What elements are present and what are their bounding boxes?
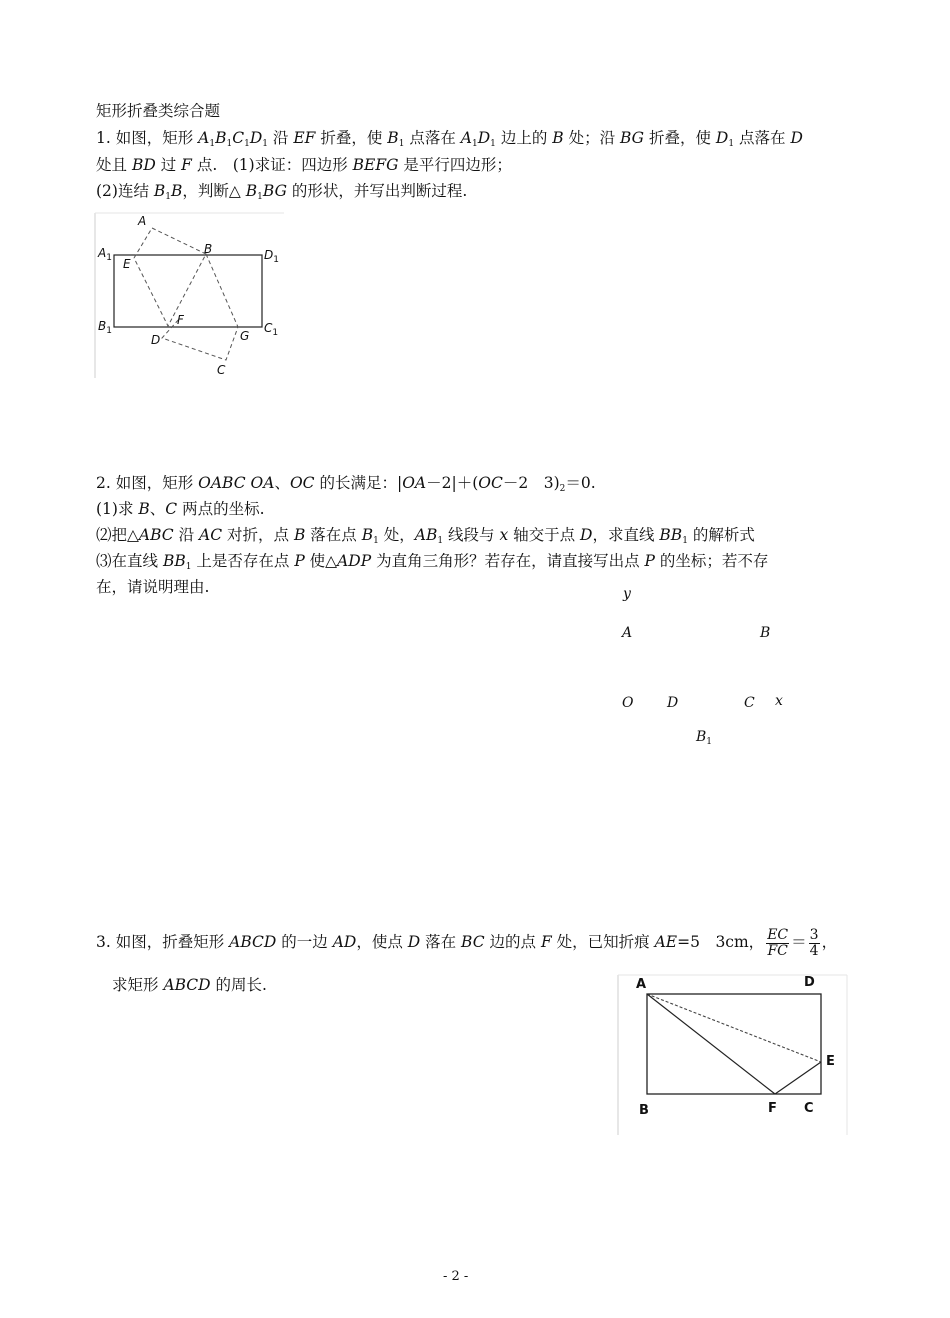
fig2-label-A: A xyxy=(622,625,633,641)
problem-2-line-4: ⑶在直线 $BB_1$ 上是否存在点 P 使△ADP 为直角三角形？若存在，请直接写出点 P 的坐标；若不存 xyxy=(96,552,769,572)
fraction-ec-fc: $\frac{EC}{FC}$ xyxy=(767,927,789,959)
label-B1: $B_1$ xyxy=(98,319,112,336)
figure-1 xyxy=(94,210,286,380)
label-C: C xyxy=(217,363,226,377)
section-title: 矩形折叠类综合题 xyxy=(96,102,221,120)
fig3-label-B: B xyxy=(639,1103,649,1118)
fig3-label-A: A xyxy=(636,977,647,992)
problem-3-line-2: 求矩形 ABCD 的周长. xyxy=(112,976,267,994)
fig3-label-D: D xyxy=(804,975,815,990)
figure-1-diagram xyxy=(94,210,286,380)
fig2-label-B1: $B_1$ xyxy=(696,729,713,747)
label-D1: $D_1$ xyxy=(264,248,279,265)
label-F: F xyxy=(177,313,184,327)
problem-1-line-3: (2)连结 $B_1B$，判断△ $B_1BG$ 的形状，并写出判断过程. xyxy=(96,182,468,202)
fig2-label-y: y xyxy=(623,586,631,602)
fraction-3-4: $\frac{3}{4}$ xyxy=(809,927,819,959)
label-C1: $C_1$ xyxy=(264,321,279,338)
fig3-label-E: E xyxy=(826,1054,835,1069)
fig3-label-F: F xyxy=(768,1101,777,1116)
problem-1-line-1: 1. 如图，矩形 $A_1B_1C_1D_1$ 沿 EF 折叠，使 $B_1$ 点落在 $A_1D_1$ 边上的 B 处；沿 BG 折叠，使 $D_1$ 点落在 D xyxy=(96,129,803,149)
fig2-label-D: D xyxy=(667,695,679,711)
figure-3 xyxy=(617,973,849,1137)
problem-2-line-2: (1)求 B、C 两点的坐标. xyxy=(96,500,265,518)
fig2-label-B: B xyxy=(760,625,771,641)
page-number: - 2 - xyxy=(443,1269,469,1284)
problem-2-line-5: 在，请说明理由. xyxy=(96,578,210,596)
problem-1-line-2: 处且 BD 过 F 点. (1)求证：四边形 BEFG 是平行四边形； xyxy=(96,156,512,174)
problem-2-line-3: ⑵把△ABC 沿 AC 对折，点 B 落在点 $B_1$ 处，$AB_1$ 线段与 x 轴交于点 D，求直线 $BB_1$ 的解析式 xyxy=(96,526,755,546)
label-A: A xyxy=(138,214,147,228)
label-G: G xyxy=(240,329,250,343)
label-B: B xyxy=(204,242,213,256)
figure-3-diagram xyxy=(617,973,849,1137)
label-D: D xyxy=(151,333,161,347)
label-E: E xyxy=(123,257,131,271)
problem-2-line-1: 2. 如图，矩形 OABC OA、OC 的长满足：|OA－2|＋(OC－2 $3)_2=0$. xyxy=(96,474,596,494)
problem-3-line-1: 3. 如图，折叠矩形 ABCD 的一边 AD，使点 D 落在 BC 边的点 F 处，已知折痕 AE=5 3cm， $\frac{EC}{FC}$ ＝ $\frac{3}{4}$ ， xyxy=(96,927,838,959)
fig3-label-C: C xyxy=(804,1101,814,1116)
fig2-label-O: O xyxy=(622,695,634,711)
fig2-label-x: x xyxy=(775,693,783,709)
fig2-label-C: C xyxy=(744,695,755,711)
label-A1: $A_1$ xyxy=(98,246,112,263)
